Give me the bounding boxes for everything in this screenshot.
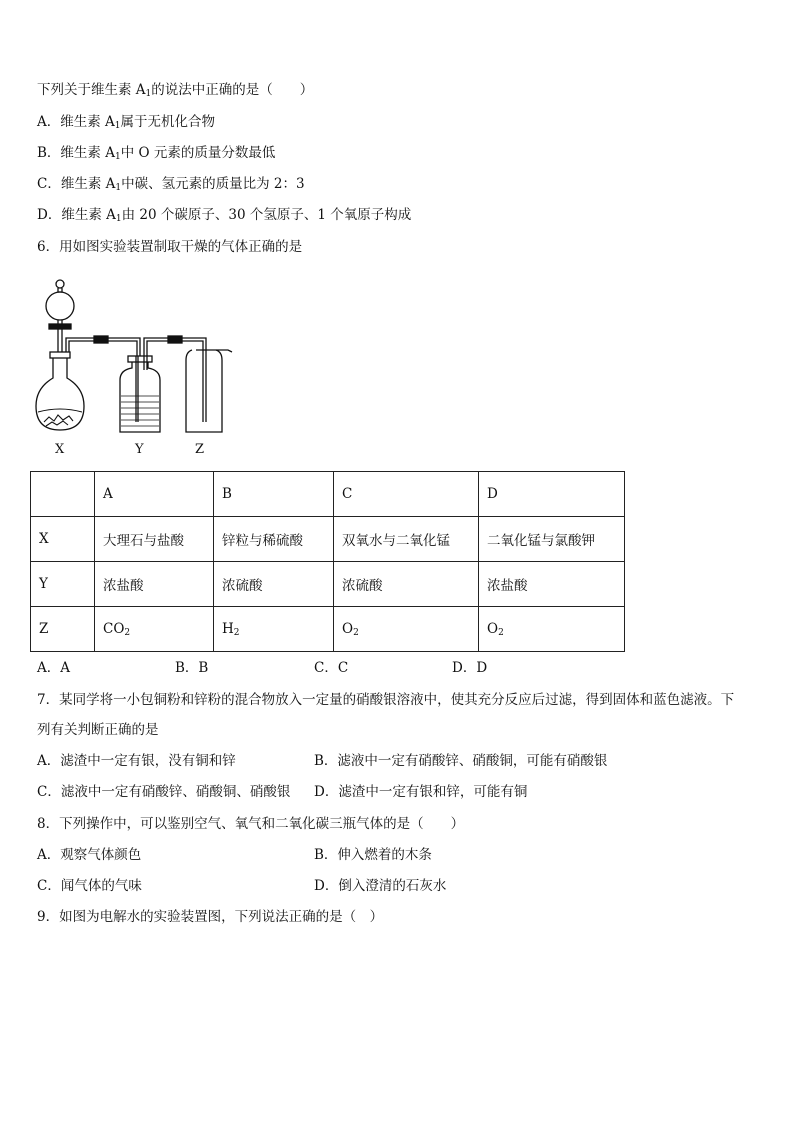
q7-option-c: C．滤液中一定有硝酸锌、硝酸铜、硝酸银 — [37, 784, 291, 800]
q5-stem-sub: 1 — [145, 89, 152, 99]
q8-option-c: C．闻气体的气味 — [37, 878, 142, 894]
bottle-y — [120, 362, 160, 432]
q7-stem-line2: 列有关判断正确的是 — [37, 722, 159, 738]
q5-option-a — [37, 113, 215, 135]
q7-option-a: A．滤渣中一定有银，没有铜和锌 — [37, 753, 236, 769]
tube-clamp-1 — [94, 336, 108, 343]
formula-sub: 2 — [124, 627, 131, 638]
q5-option-c-text: C．维生素 A — [37, 176, 116, 192]
q5-option-c-sub: 1 — [115, 183, 122, 193]
bottle-y-stopper — [128, 356, 152, 362]
table-cell: A — [95, 472, 214, 517]
table-cell — [214, 607, 334, 652]
funnel-stopper — [56, 280, 64, 288]
q6-answer-b: B．B — [175, 660, 209, 676]
q8-option-b: B．伸入燃着的木条 — [314, 847, 432, 863]
q5-option-d-sub: 1 — [115, 214, 122, 224]
table-cell — [334, 607, 479, 652]
formula-base: CO — [103, 620, 125, 637]
q5-stem-tail: 的说法中正确的是（ ） — [151, 82, 314, 98]
q5-option-a-tail: 属于无机化合物 — [120, 114, 216, 130]
table-cell: 大理石与盐酸 — [95, 517, 214, 562]
table-cell: 浓硫酸 — [214, 562, 334, 607]
bottle-z — [186, 350, 222, 432]
table-cell: 浓盐酸 — [479, 562, 625, 607]
q8-option-a: A．观察气体颜色 — [37, 847, 142, 863]
figure-label-z: Z — [195, 442, 205, 457]
q5-option-d-text: D．维生素 A — [37, 207, 116, 223]
table-cell: Y — [31, 562, 95, 607]
figure-label-x: X — [55, 442, 65, 457]
gas-apparatus-figure — [28, 272, 243, 462]
table-row — [31, 562, 625, 607]
formula-base: H — [222, 620, 234, 637]
formula-sub: 2 — [498, 627, 504, 638]
q5-option-b-text: B．维生素 A — [37, 145, 115, 161]
table-row — [31, 607, 625, 652]
q5-option-a-text: A．维生素 A — [37, 114, 115, 130]
figure-label-y: Y — [135, 442, 144, 457]
table-cell: X — [31, 517, 95, 562]
formula-base: O — [342, 620, 354, 637]
q5-option-d — [37, 206, 411, 228]
funnel-bulb — [46, 292, 74, 320]
q7-option-d: D．滤渣中一定有银和锌，可能有铜 — [314, 784, 528, 800]
funnel-stopcock — [49, 324, 71, 329]
q5-option-b-tail: 中 O 元素的质量分数最低 — [120, 145, 276, 161]
q8-option-d: D．倒入澄清的石灰水 — [314, 878, 447, 894]
table-cell: 二氧化锰与氯酸钾 — [479, 517, 625, 562]
table-cell: 浓盐酸 — [95, 562, 214, 607]
q9-stem: 9．如图为电解水的实验装置图，下列说法正确的是（ ） — [37, 909, 384, 925]
table-row — [31, 517, 625, 562]
table-cell: D — [479, 472, 625, 517]
q6-answer-c: C．C — [314, 660, 349, 676]
formula-base: O — [487, 620, 499, 637]
q6-answer-d: D．D — [452, 660, 488, 676]
table-cell: Z — [31, 607, 95, 652]
q5-option-b — [37, 144, 275, 166]
q7-stem-line1: 7．某同学将一小包铜粉和锌粉的混合物放入一定量的硝酸银溶液中，使其充分反应后过滤，得到固体和蓝色滤液。下 — [37, 692, 735, 708]
table-cell — [31, 472, 95, 517]
table-cell — [95, 607, 214, 652]
q6-answer-a: A．A — [37, 660, 70, 676]
tube-clamp-2 — [168, 336, 182, 343]
q5-option-c-tail: 中碳、氢元素的质量比为 2：3 — [121, 176, 305, 192]
q5-option-c — [37, 175, 305, 197]
table-cell: 双氧水与二氧化锰 — [334, 517, 479, 562]
table-cell — [479, 607, 625, 652]
flask-x — [36, 358, 84, 430]
formula-sub: 2 — [353, 627, 359, 638]
table-cell: C — [334, 472, 479, 517]
solid-reactant — [44, 415, 73, 426]
q5-option-a-sub: 1 — [114, 121, 121, 131]
liquid-in-y — [121, 396, 159, 426]
q6-options-table — [30, 471, 625, 652]
q5-option-d-tail: 由 20 个碳原子、30 个氢原子、1 个氧原子构成 — [121, 207, 412, 223]
q6-stem: 6．用如图实验装置制取干燥的气体正确的是 — [37, 239, 303, 255]
table-cell: 锌粒与稀硫酸 — [214, 517, 334, 562]
formula-sub: 2 — [233, 627, 240, 638]
q7-option-b: B．滤液中一定有硝酸锌、硝酸铜，可能有硝酸银 — [314, 753, 608, 769]
table-header-row — [31, 472, 625, 517]
q5-option-b-sub: 1 — [114, 152, 121, 162]
table-cell: B — [214, 472, 334, 517]
q5-stem-text: 下列关于维生素 A — [37, 82, 146, 98]
table-cell: 浓硫酸 — [334, 562, 479, 607]
glass-cover — [196, 350, 232, 352]
q5-stem — [37, 81, 313, 103]
q8-stem: 8．下列操作中，可以鉴别空气、氧气和二氧化碳三瓶气体的是（ ） — [37, 816, 465, 832]
flask-stopper — [50, 352, 70, 358]
